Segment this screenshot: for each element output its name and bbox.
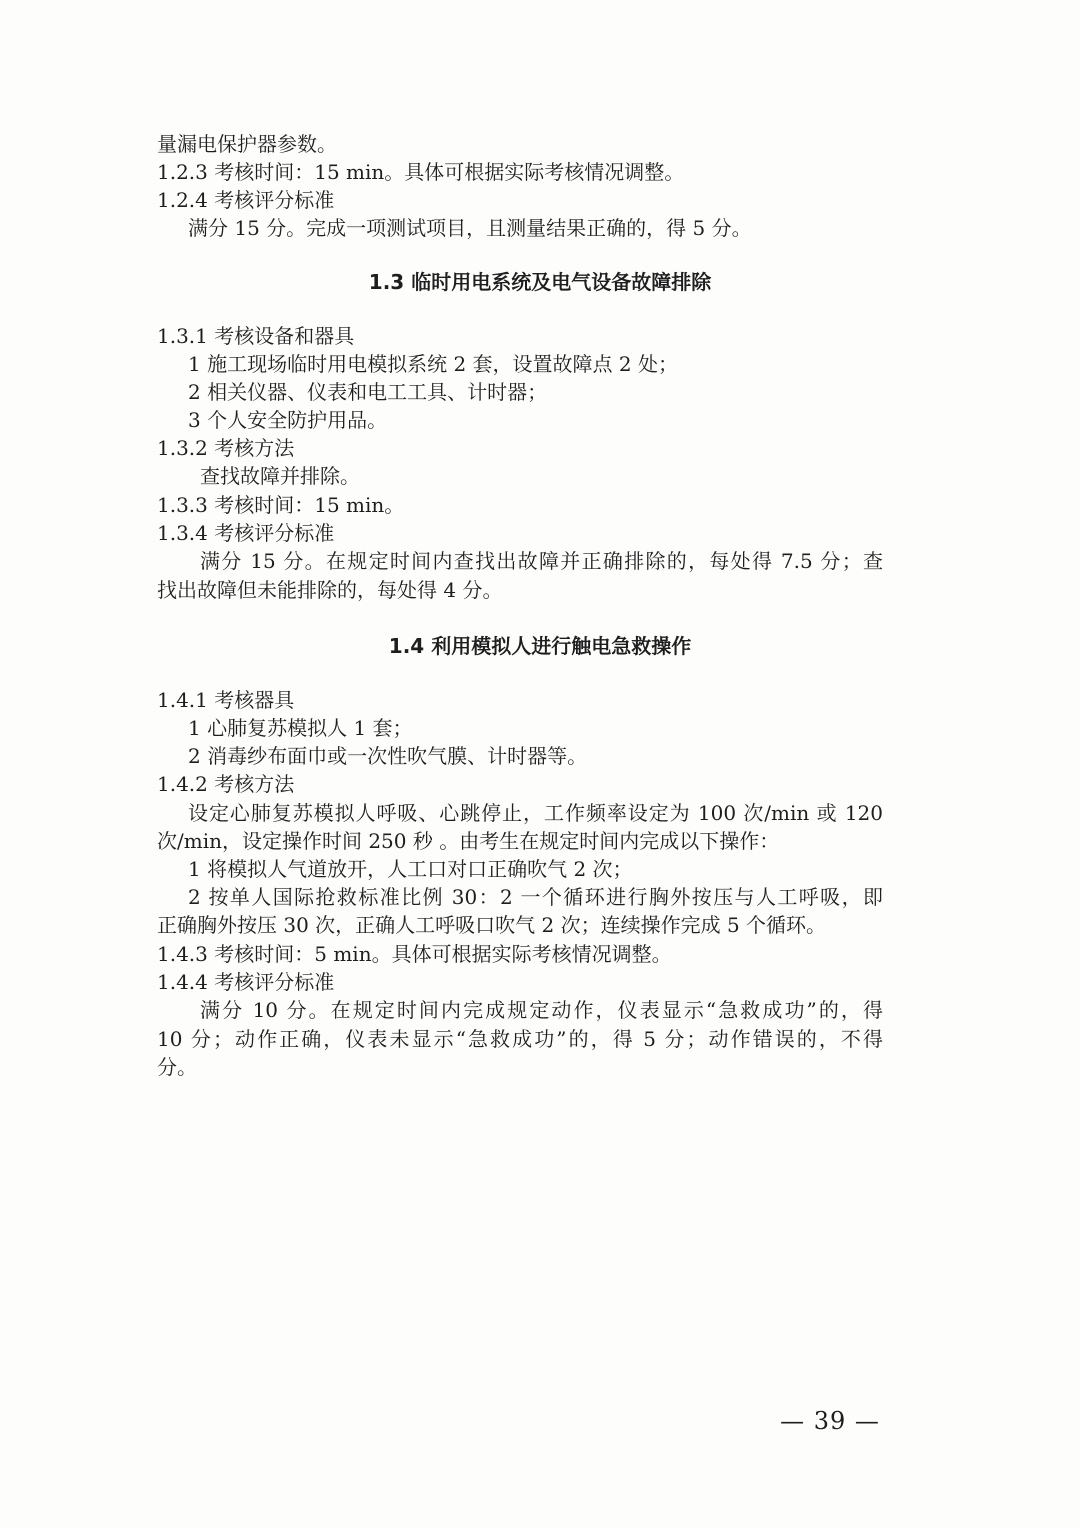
list-item: 2 相关仪器、仪表和电工工具、计时器；: [188, 380, 548, 404]
text-line: 正确胸外按压 30 次，正确人工呼吸口吹气 2 次；连续操作完成 5 个循环。: [157, 913, 827, 937]
text-line: 满分 15 分。在规定时间内查找出故障并正确排除的，每处得 7.5 分；查: [200, 549, 883, 573]
text-line: 设定心肺复苏模拟人呼吸、心跳停止，工作频率设定为 100 次/min 或 120: [188, 801, 883, 825]
text-line: 1.3.2 考核方法: [157, 436, 295, 460]
text-line: 找出故障但未能排除的，每处得 4 分。: [157, 578, 503, 602]
list-item: 3 个人安全防护用品。: [188, 408, 388, 432]
text-line: 1.3.1 考核设备和器具: [157, 324, 355, 348]
page-number: — 39 —: [780, 1407, 880, 1435]
text-line: 10 分；动作正确，仪表未显示“急救成功”的，得 5 分；动作错误的，不得: [157, 1027, 883, 1051]
text-line: 满分 15 分。完成一项测试项目，且测量结果正确的，得 5 分。: [188, 216, 752, 240]
text-line: 满分 10 分。在规定时间内完成规定动作，仪表显示“急救成功”的，得: [200, 998, 883, 1022]
text-line: 1.4.4 考核评分标准: [157, 970, 335, 994]
text-line: 分。: [157, 1055, 197, 1079]
list-item: 2 按单人国际抢救标准比例 30：2 一个循环进行胸外按压与人工呼吸，即: [188, 885, 883, 909]
list-item: 1 心肺复苏模拟人 1 套；: [188, 716, 413, 740]
text-line: 量漏电保护器参数。: [157, 132, 337, 156]
text-line: 1.4.1 考核器具: [157, 688, 295, 712]
text-line: 1.3.4 考核评分标准: [157, 521, 335, 545]
list-item: 2 消毒纱布面巾或一次性吹气膜、计时器等。: [188, 744, 588, 768]
list-item: 1 将模拟人气道放开，人工口对口正确吹气 2 次；: [188, 857, 633, 881]
section-heading-1-4: 1.4 利用模拟人进行触电急救操作: [388, 634, 692, 658]
text-line: 1.2.3 考核时间：15 min。具体可根据实际考核情况调整。: [157, 160, 685, 184]
list-item: 1 施工现场临时用电模拟系统 2 套，设置故障点 2 处；: [188, 352, 678, 376]
text-line: 1.4.3 考核时间：5 min。具体可根据实际考核情况调整。: [157, 942, 672, 966]
text-line: 1.3.3 考核时间：15 min。: [157, 493, 405, 517]
section-heading-1-3: 1.3 临时用电系统及电气设备故障排除: [368, 270, 712, 294]
text-line: 1.4.2 考核方法: [157, 772, 295, 796]
text-line: 1.2.4 考核评分标准: [157, 188, 335, 212]
text-line: 查找故障并排除。: [200, 464, 360, 488]
text-line: 次/min，设定操作时间 250 秒 。由考生在规定时间内完成以下操作：: [157, 829, 780, 853]
